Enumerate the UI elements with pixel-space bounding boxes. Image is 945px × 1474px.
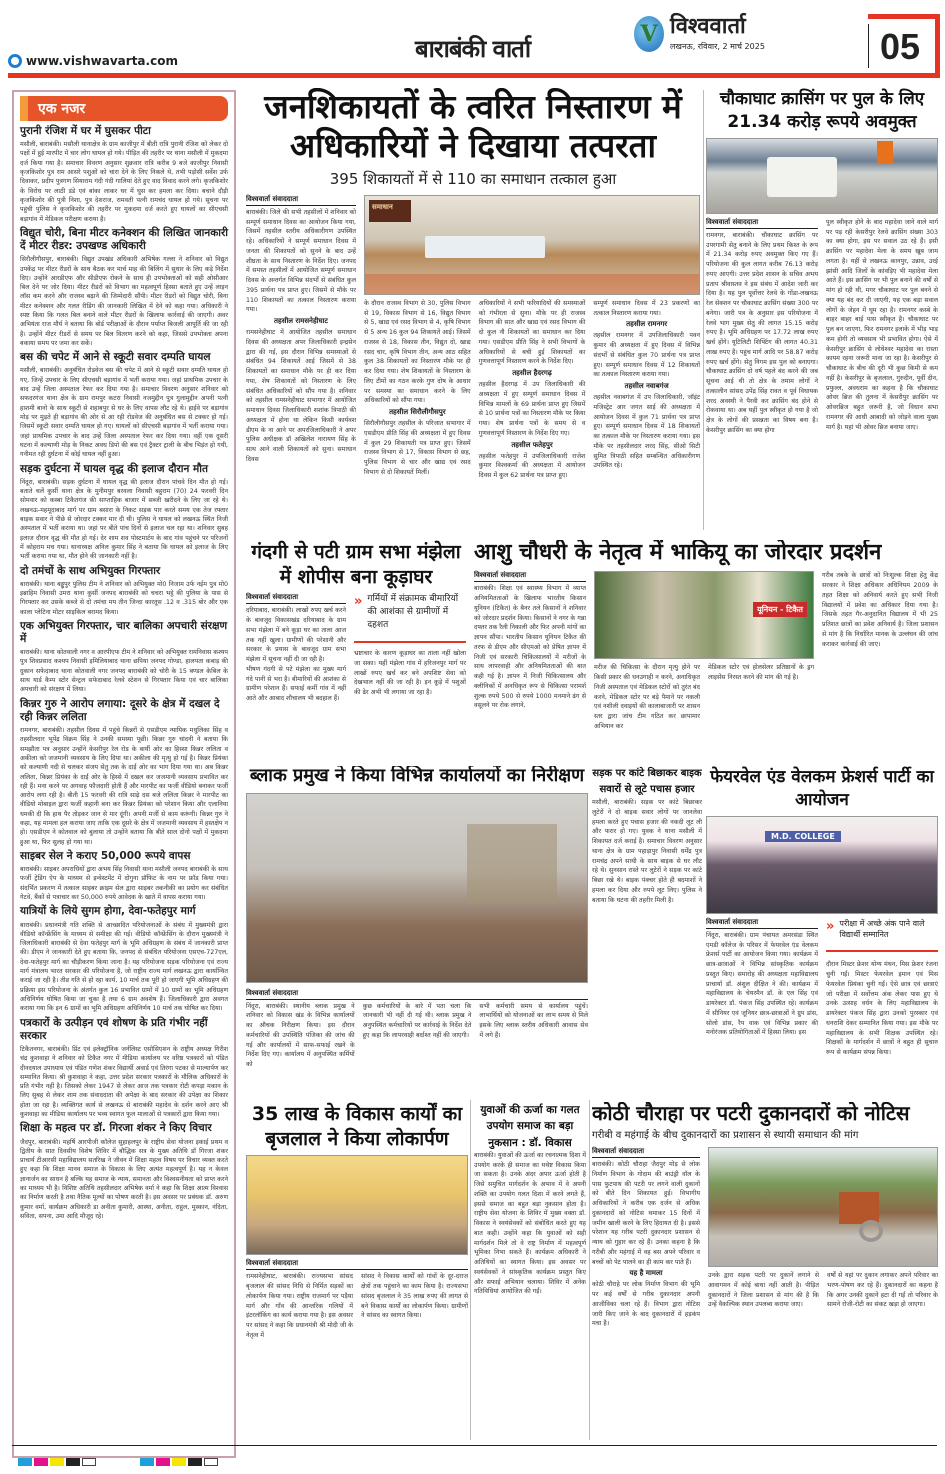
brief	[20, 463, 228, 562]
bhakiyu-headline: आशु चौधरी के नेतृत्व में भाकियू का जोरदार प्रदर्शन	[474, 540, 882, 565]
kothi-col1: बाराबंकी। कोठी चौराहा जैदपुर मोड़ से लोक निर्माण विभाग के गोदाम की बाउंड्री वॉल के पास फुटपाथ की पटरी पर लगने वाली दुकानों को बीते दिन शिकायत हुई। विभागीय अधिकारियों ने करीब एक दर्जन से अधिक दुकानदारों को नोटिस थमाकर 15 दिनों में जमीन खाली करने के लिए हिदायत दी है। इससे परेशान यह गरीब पटरी दुकानदार प्रशासन से न्याय को गुहार कर रहे हैं। उनका कहना है कि गरीबी और महंगाई में वह बस अपने परिवार व बच्चों को पेट पालने का ही काम कर पाते हैं।	[592, 1161, 700, 1266]
byline: विश्ववार्ता संवाददाता	[706, 918, 818, 929]
farewell-col1: निंदूरा, बाराबंकी। ग्राम पंचायत अमरसंडा स्थित एमडी कॉलेज के परिसर में फेयरवेल एंड वेलकम फ्रेशर्स पार्टी का आयोजन किया गया। कार्यक्रम में छात्र-छात्राओं ने विभिन्न सांस्कृतिक कार्यक्रम प्रस्तुत किए। समारोह की अध्यक्षता महाविद्यालय प्राचार्या डॉ. अंशुल दीक्षित ने की। कार्यक्रम में महाविद्यालय के चेयरमैन डॉ. के एल सिंह एवं डायरेक्टर डॉ. पंकज सिंह उपस्थित रहे। कार्यक्रम में सीनियर एवं जूनियर छात्र-छात्राओं ने ग्रुप डांस, सोलो डांस, रैप वाक एवं विभिन्न प्रकार की मनोरंजक प्रतियोगिताओं में हिस्सा लिया। इस	[706, 931, 818, 1037]
brief-body: बाराबंकी। साइबर अपराधियों द्वारा अभय सिंह निवासी थाना मसौली जनपद बाराबंकी के साथ फर्जी ट्रेडिंग ऐप के माध्यम से इन्वेस्टमेंट में दोगुना प्रॉफिट के नाम पर फ्रॉड किया गया। संदर्भित प्रकरण में तत्काल साइबर क्राइम सेल द्वारा साइबर तकनीकी का प्रयोग कर संबंधित गेटवे, बैंकों से पत्राचार कर 50,000 रुपये आवेदक के खाते में वापस कराया गया।	[20, 866, 228, 902]
brief	[20, 1017, 228, 1120]
table-shape	[425, 236, 545, 258]
lead-sub3: तहसील हैदरगढ़	[512, 369, 552, 378]
college-photo	[706, 816, 938, 914]
lead-photo	[364, 195, 700, 295]
bike-loot-body: मसौली, बाराबंकी। सड़क पर कांटे बिछाकर लुटेरों ने दो बाइक सवार लोगों पर जानलेवा हमला करते हुए पचास हजार की नकदी लूट ली और फरार हो गए। युवक ने थाना मसौली में शिकायत दर्ज कराई है। समाचार विवरण अनुसार थाना क्षेत्र के ग्राम पहाड़ापुर निवासी धर्मेंद्र पुत्र रामचंद्र अपने साथी के साथ बाइक से घर लौट रहे थे। सुनसान रास्ते पर लुटेरों ने सड़क पर कांटे बिछा रखे थे। बाइक पंक्चर होते ही बदमाशों ने हमला कर दिया और रुपये लूट लिए। पुलिस ने बताया कि घटना की तहरीर मिली है।	[592, 799, 702, 904]
column-divider	[703, 90, 704, 530]
crossing-photo	[706, 138, 938, 214]
brief-title: विद्युत चोरी, बिना मीटर कनेक्शन की लिखित जानकारी दें मीटर रीडर: उपखण्ड अधिकारी	[20, 226, 229, 253]
yuva-headline: युवाओं की ऊर्जा का गलत उपयोग समाज का बड़ा नुकसान : डॉ. विकास	[480, 1104, 580, 1149]
lokarpan-col1: रामसनेहीघाट, बाराबंकी। राज्यसभा सांसद बृजलाल की सांसद निधि से निर्मित सड़कों का लोकार्पण किया गया। राष्ट्रीय राजमार्ग पर पड़ैया मार्ग और गाँव की आन्तरिक गलियों में इंटरलॉकिंग का कार्य कराया गया है। इस अवसर पर सांसद ने कहा कि प्रधानमंत्री श्री मोदी जी के नेतृत्व में	[246, 1273, 353, 1339]
brief-title: शिक्षा के महत्व पर डॉ. गिरजा शंकर ने किए विचार	[20, 1122, 212, 1135]
lead-col2b: सिरौलीगौसपुर तहसील के परिजात सभागार में एसडीएम प्रीति सिंह की अध्यक्षता में हुए दिवस में कुल 29 शिकायती पत्र प्राप्त हुए। जिसमें राजस्व विभाग से 17, विकास विभाग से छह, पुलिस विभाग से चार और खाद्य एवं रसद विभाग से दो शिकायतें मिलीं।	[364, 420, 471, 476]
bhakiyu-col4: गरीब तबके के छात्रों को निःशुल्क शिक्षा हेतु केंद्र सरकार ने शिक्षा अधिकार अधिनियम 2009 के तहत शिक्षा को अनिवार्य करते हुए सभी निजी विद्यालयों में प्रवेश का अधिकार दिया गया है। जिसके तहत गैर-अनुदानित विद्यालय में भी 25 प्रतिशत छात्रों का प्रवेश अनिवार्य है। जिला प्रशासन से मांग है कि निर्धारित मानक के उल्लंघन की जांच कराकर कार्रवाई की जाए।	[822, 572, 938, 648]
chaukaghat-col2: पुल स्वीकृत होने के बाद महादेवा जाने वाले मार्ग पर पड़ रही केसरीपुर रेलवे क्रासिंग संख्या 303 का क्या होगा, इस पर सवाल उठ रहे हैं। इसी क्रासिंग पर महादेवा मेला के समय खूब जाम लगता है। यहीं से लखनऊ कानपुर, उन्नाव, उरई झांसी आदि जिलों के कांवड़िए भी महादेवा मेला आते हैं। इस क्रासिंग पर भी पुल बनाने की वर्षों से मांग हो रही थी, मगर चौकाघाट पर पुल बनने से क्या यह बंद कर दी जाएगी, यह एक बड़ा सवाल लोगों के जेहन में घूम रहा है। रामनगर कस्बे के बाहर बाहर बाई पास स्वीकृत है। चौकाघाट पर पुल बन जाएगा, फिर रामनगर इलाके में भीड़ भाड़ कम होगी तो व्यवसाय भी प्रभावित होगा। ऐसे में केसरीपुर क्रासिंग से लोधेश्वर महादेवा का रास्ता कायम रहना जरूरी माना जा रहा है। केसरीपुर से चौकाघाट के बीच की दूरी भी कुछ किमी से कम नहीं है। केसरीपुर के बृजलाल, गुरुदीन, पूर्वी दीन, प्रफुल्ल, अवधराम का कहना है कि चौकाघाट ओवर ब्रिज की तुलना में केसरीपुर क्रासिंग पर ओवरब्रिज बहुत जरूरी है, जो विधान सभा रामनगर की आधी आबादी को जोड़ने वाला मुख्य मार्ग है। यहां भी ओवर ब्रिज बनाया जाए।	[826, 218, 938, 431]
kothi-col2: उनके द्वारा सड़क पटरी पर दुकानें लगाने से आवागमन में कोई बाधा नहीं आती है। पीड़ित दुकानदारों ने जिला प्रशासन से मांग की है कि उन्हें वैकल्पिक स्थान उपलब्ध कराया जाए।	[708, 1272, 819, 1309]
bike-loot-headline: सड़क पर कांटे बिछाकर बाइक सवारों से लूटे पचास हजार	[592, 768, 702, 795]
lead-col1: बाराबंकी। जिले की सभी तहसीलों में शनिवार को सम्पूर्ण समाधान दिवस का आयोजन किया गया, जिसमें तहसील स्तरीय अधिकारीगण उपस्थित रहे। अधिकारियों ने सम्पूर्ण समाधान दिवस में जनता की शिकायतों को सुनने के बाद उन्हें शीघ्रता के साथ निस्तारण के निर्देश दिए। जनपद में समस्त तहसीलों में आयोजित सम्पूर्ण समाधान दिवस के अन्तर्गत विभिन्न संदर्भों से संबंधित कुल 395 प्रार्थना पत्र प्राप्त हुए। जिसमें से मौके पर 110 शिकायतों का तत्काल निस्तारण कराया गया।	[246, 208, 356, 314]
brief-body: जैदपुर, बाराबंकी। महर्षि आरपीजी कॉलेज सुहाहलपुर के राष्ट्रीय सेवा योजना इकाई प्रथम व द्वितीय के सात दिवसीय विशेष शिविर में बौद्धिक सत्र के मुख्य अतिथि डॉ गिरजा शंकर प्राचार्य टीआरसी महाविद्यालय सतरिख ने जीवन में शिक्षा महत्व विषय पर विचार व्यक्त करते हुए कहा कि शिक्षा मानव समाज के विकास के लिए अत्यंत महत्वपूर्ण है। यह न केवल ज्ञानार्जन का साधन है बल्कि यह समाज के न्याय, समानता और विश्वसनीयता को प्राप्त करने का माध्यम भी है। विशिष्ट अतिथि तहसीलदार अभिषेक वर्मा ने कहा कि शिक्षा आत्म विश्वास का निर्माण करती है तथा नैतिक मूल्यों का पोषण करती है। इस अवसर पर प्रबंधक डॉ. अरुण कुमार वर्मा, कार्यक्रम अधिकारी डा अनीता कुमारी, आस्था, अनीता, राहुल, मुस्कान, नंदिता, सविता, सपना, उमा आदि मौजूद रहे।	[20, 1138, 228, 1220]
yellow-swatch	[50, 1458, 64, 1466]
tyre-shape	[859, 1220, 883, 1242]
brief	[20, 620, 228, 695]
yuva-body: बाराबंकी। युवाओं की ऊर्जा का रचनात्मक दिशा में उपयोग करके ही समाज का यथेष्ट विकास किया जा सकता है। उनके अंदर अपार ऊर्जा होती है जिसे समुचित मार्गदर्शन के अभाव में वे अपनी शक्ति का उपयोग गलत दिशा में करने लगते हैं, इससे समाज का बहुत बड़ा नुकसान होता है। राष्ट्रीय सेवा योजना के शिविर में मुख्य वक्ता डॉ. विकास ने स्वयंसेवकों को संबोधित करते हुए यह बात कही। उन्होंने कहा कि युवाओं को सही मार्गदर्शन मिले तो वे राष्ट्र निर्माण में महत्वपूर्ण भूमिका निभा सकते हैं। कार्यक्रम अधिकारी ने अतिथियों का स्वागत किया। इस अवसर पर स्वयंसेवकों ने सांस्कृतिक कार्यक्रम प्रस्तुत किए और सफाई अभियान चलाया। शिविर में अनेक गतिविधियां आयोजित की गईं।	[474, 1151, 586, 1296]
farewell-pullquote	[826, 918, 938, 952]
black-swatch	[188, 1458, 202, 1466]
gandagi-headline: गंदगी से पटी ग्राम सभा मंझेला में शोपीस बना कूड़ाघर	[251, 541, 461, 588]
lokarpan-photo	[246, 1155, 468, 1255]
gandagi-pullquote	[354, 593, 466, 643]
brief	[20, 227, 228, 348]
byline: विश्ववार्ता संवाददाता	[246, 593, 346, 604]
lead-col4: सम्पूर्ण समाधान दिवस में 23 प्रकरणों का तत्काल निस्तारण कराया गया।	[593, 299, 700, 317]
brief-body: मसौली, बाराबंकी। मसौली थानाक्षेत्र के ग्राम काजीपुर में बीती रात्रि पुरानी रंजिश को लेकर दो पक्षों में हुई मारपीट में चार लोग घायल हो गये। पीड़ित की तहरीर पर थाना मसौली में मुकदमा दर्ज किया गया है। समाचार विवरण अनुसार शुक्रवार रात्रि करीब 9 बजे काजीपुर निवासी कृजकिशोर पुत्र राम आसरे पशुओं को चारा देने के लिए निकले थे, तभी पड़ोसी सर्वेश उर्फ दिवाकर, प्रदीप पुत्रगण सियाराम गंदी गंदी गालियां देते हुए वाद विवाद करने लगे। कृजकिशोर के विरोध पर लाठी डंडे एवं बांका लाकर घर में घुस कर हमला कर दिया। बचाने दौड़ी कृजकिशोर की पुत्री निशा, पुत्र देशराज, रामवती पत्नी रामचंद घायल हो गये। सूचना पर पहुंची पुलिस ने कृजकिशोर की तहरीर पर मुकदमा दर्ज करते हुए घायलों का सीएचसी बड़ागांव में मेडिकल परीक्षण कराया है।	[20, 141, 228, 223]
byline: विश्ववार्ता संवाददाता	[474, 571, 586, 582]
masthead-rule	[8, 73, 940, 78]
column-divider	[470, 1100, 471, 1440]
lead-sub1: तहसील रामसनेहीघाट	[274, 317, 328, 326]
desk-shape	[365, 274, 699, 294]
yellow-swatch	[172, 1458, 186, 1466]
bottom-rule	[12, 1445, 937, 1446]
kothi-headline: कोठी चौराहा पर पटरी दुकानदारों को नोटिस	[592, 1102, 910, 1125]
dateline: लखनऊ, रविवार, 2 मार्च 2025	[670, 42, 765, 51]
brief	[20, 698, 228, 847]
column-divider	[589, 1100, 590, 1440]
brief-title: यात्रियों के लिये सुगम होगा, देवा-फतेहपुर मार्ग	[20, 905, 196, 918]
bike-loot-article	[592, 766, 702, 1086]
lead-sub4: तहसील रामनगर	[626, 320, 668, 329]
page-number: 05	[880, 26, 921, 67]
chaukaghat-article	[706, 88, 938, 533]
brief-title: किन्नर गुरु ने आरोप लगाया: दूसरे के क्षेत्र में दखल दे रही किन्नर ललिता	[20, 697, 220, 723]
brief-body: रामनगर, बाराबंकी। तहसील दिवस में पहुंचे किन्नरों से एसडीएम न्यायिक मधुलिका सिंह व तहसीलदार भूपेंद्र विक्रम सिंह ने उनकी समस्या पूछी। किन्नर गुरु चांदनी ने बताया कि समझौता पत्र अनुसार उन्होंने केसरीपुर रेल रोड के बायीं ओर का हिस्सा किन्नर ललिता व अकीला को जजमानी व्यवसाय के लिए दिया था। अकीला की मृत्यु हो गई है। किन्नर प्रियंका को कल्याणी नदी से चलकर संजय सेतु तक के दाईं ओर का भाग दिया गया था। अब किन्नर ललिता, किन्नर प्रियंका के दाईं ओर के हिस्से में दखल कर जजमानी व्यवसाय प्रभावित कर रही हैं। मना करने पर अगवाह फौजदारी होती हैं और मारपीट का फर्जी वीडियो बनाकर फर्जी आरोप लगा रही है। बीती 15 फरवरी की रात्रि साढ़े दस बजे ललिता किन्नर ने मारपीट का वीडियो मोबाइल द्वारा फर्जी कहानी बना कर किन्नर प्रियंका को परेशान किया और एलानिया धमकी दी कि हाथ पैर तोड़कर जान से मार दूंगी। अपनी मर्जी से काम करूंगी। किन्नर गुरु ने कहा, यह मामला हल कराया जाए ताकि एक दूसरे के क्षेत्र में जजमानी व्यवसाय में हस्तक्षेप न हो। एसडीएम ने कोतवाल को बुलाया तो उन्होंने बताया कि बीते साल दोनो पक्षों में मुकदमा हुआ था, फिर सुलह हो गया था।	[20, 726, 228, 846]
kothi-sub: यह है मामला	[629, 1269, 663, 1278]
lead-col4b: तहसील रामनगर में उपजिलाधिकारी पवन कुमार की अध्यक्षता में हुए दिवस में विभिन्न संदर्भों से संबंधित कुल 70 प्रार्थना पत्र प्राप्त हुए। सम्पूर्ण समाधान दिवस में 12 शिकायतों का तत्काल निस्तारण कराया गया।	[593, 332, 700, 379]
bhakiyu-col2: मरीज की चिकित्सा के दौरान मृत्यु होने पर किसी प्रकार की धनउगाही न करने, अनाधिकृत निजी अस्पताल एवं मेडिकल स्टोरों को तुरंत बंद करने, मेडिकल स्टोर पर बड़े पैमाने पर नकली एवं नशीली दवाइयों की कालाबाजारी पर शासन स्तर द्वारा जांच टीम गठित कर छापामार अभियान कर	[594, 664, 700, 730]
pullquote-text: परीक्षा में अच्छे अंक पाने वाले विद्यार्थी सम्मानित	[839, 918, 925, 940]
cmyk-registration-marks	[140, 1458, 218, 1466]
quote-chevron-icon: »	[826, 918, 835, 934]
lokarpan-headline: 35 लाख के विकास कार्यों का बृजलाल ने किया लोकार्पण	[251, 1103, 463, 1150]
block-col3: सभी कर्मचारी समय से कार्यालय पहुंचें। लाभार्थियों को योजनाओं का लाभ समय से मिले इसके लिए ब्लाक स्तरीय अधिकारी आवास सेव में लगे हैं।	[479, 1002, 588, 1039]
kothi-col3: वर्षों से यहां पर दुकान लगाकर अपने परिवार का भरण-पोषण कर रहे हैं। दुकानदारों का कहना है कि अगर उनकी दुकानें हटा दी गईं तो परिवार के सामने रोजी-रोटी का संकट खड़ा हो जाएगा।	[827, 1272, 938, 1309]
brief-body: मसौली, बाराबंकी। अनुबंधित रोडवेज बस की चपेट में आने से स्कूटी सवार दम्पति घायल हो गए, जिन्हें उपचार के लिए सीएचसी बड़ागांव में भर्ती कराया गया। जहां प्राथमिक उपचार के बाद उन्हें जिला अस्पताल रेफर कर दिया गया है। समाचार विवरण अनुसार शनिवार को सफदरगंज थाना क्षेत्र के ग्राम रामपुर कटरा निवासी नजमुद्दीन पुत्र गुलामुद्दीन अपनी पत्नी हाशमी बानो के साथ स्कूटी से शहाबपुर से घर के लिए वापस लौट रहे थे। हाईवे पर बड़ागांव मोड़ पर मुड़ते ही बड़ागांव की ओर से आ रही रोडवेज की अनुबंधित बस से टक्कर हो गई। जिसमें स्कूटी सवार दम्पति घायल हो गए। घायलों को सीएचसी बड़ागांव में भर्ती कराया गया। जहां प्राथमिक उपचार के बाद उन्हें जिला अस्पताल रेफर कर दिया गया। वहीं एक दूसरी घटना में कल्याणी मोड़ के निकट अवध डिपो की बस एवं ट्रैक्टर ट्राली के बीच भिड़ंत हो गयी, गनीमत रही दुर्घटना में कोई घायल नहीं हुआ।	[20, 367, 228, 459]
samadhan-banner: समाधान	[369, 200, 411, 222]
kothi-col1b: कोठी चौराहे पर लोक निर्माण विभाग की भूमि पर कई वर्षों से गरीब दुकानदार अपनी आजीविका चला रहे हैं। विभाग द्वारा नोटिस जारी किए जाने के बाद दुकानदारों में हड़कंप मचा है।	[592, 1281, 700, 1328]
magenta-swatch	[156, 1458, 170, 1466]
byline: विश्ववार्ता संवाददाता	[592, 1147, 700, 1158]
lead-sub4c: तहसील नवाबगंज	[624, 382, 669, 391]
gandagi-col3: भीषण गंदगी से पटे मंझेला का मुख्य मार्ग गंदे पानी से भरा है। बीमारियों की आशंका से ग्रामीण परेशान हैं। सफाई कर्मी गांव में नहीं आते और आबाद शौचालय भी बदहाल हैं।	[246, 665, 346, 703]
block-col1: निंदूरा, बाराबंकी। स्थानीय ब्लाक प्रमुख ने शनिवार को विकास खंड के विभिन्न कार्यालयों का औचक निरीक्षण किया। इस दौरान कर्मचारियों की उपस्थिति पंजिका की जांच की गई और कार्यालयों में साफ-सफाई रखने के निर्देश दिए गए। कार्यालय में अनुपस्थित कर्मियों को	[246, 1002, 355, 1069]
brief-body: बाराबंकी। थाना बड्डूपुर पुलिस टीम ने शनिवार को अभियुक्त मो0 निजाम उर्फ नईम पुत्र मो0 इब्राहिम निवासी उमरा थाना कुर्सी जनपद बाराबंकी को चचरा भट्ठे की पुलिया के पास से गिरफ्तार कर उसके कब्जे से दो तमंचा मय तीन जिन्दा कारतूस .12 व .315 बोर और एक काला प्लेटिना मोटर साइकिल बरामद किया।	[20, 580, 228, 616]
byline: विश्ववार्ता संवाददाता	[246, 1259, 468, 1270]
gandagi-article	[246, 540, 466, 760]
globe-v-logo-icon: V	[634, 16, 664, 52]
lead-col4c: तहसील नवाबगंज में उप जिलाधिकारी, जॉइंट मजिस्ट्रेट आर जगत साई की अध्यक्षता में आयोजन दिवस में कुल 71 प्रार्थना पत्र प्राप्त हुए। सम्पूर्ण समाधान दिवस में 18 शिकायतों का तत्काल मौके पर निस्तारण कराया गया। इस मौके पर तहसीलदार शरद सिंह, सीओ सिटी सुमित त्रिपाठी सहित सम्बन्धित अधिकारीगण उपस्थित रहे।	[593, 394, 700, 470]
block-article	[246, 766, 588, 1086]
brief	[20, 125, 228, 224]
kothi-article	[592, 1102, 938, 1442]
farewell-col2: दौरान मिस्टर फ्रेशर योग्य मंथन, मिस फ्रेशर रंजना चुनी गईं। मिस्टर फेयरवेल इमान एवं मिस फेयरवेल प्रियंका चुनी गईं। ऐसे छात्र एवं छात्राएं जो परीक्षा में सर्वोत्तम अंक लेकर पास हुए थे उनके उत्साह वर्धन के लिए महाविद्यालय के डायरेक्टर पंकज सिंह द्वारा उनको पुरस्कार एवं धनराशि देकर सम्मानित किया गया। इस मौके पर महाविद्यालय के सभी शिक्षक उपस्थित रहे। शिक्षकों के मार्गदर्शन में छात्रों ने बहुत ही सुचारु रूप से कार्यक्रम संपन्न किया।	[826, 961, 938, 1056]
flag-shape	[877, 141, 893, 163]
site-url-text: www.vishwavarta.com	[26, 54, 178, 68]
black-swatch	[66, 1458, 80, 1466]
brief	[20, 905, 228, 1013]
registration-crosshair-icon	[204, 1458, 218, 1466]
quote-chevron-icon: »	[354, 594, 363, 610]
lead-col2: के दौरान राजस्व विभाग से 30, पुलिस विभाग से 19, विकास विभाग से 16, विद्युत विभाग से 5, खाद्य एवं रसद विभाग से 4, कृषि विभाग से 5 अन्य 16 कुल 94 शिकायतें आई। जिसमें राजस्व से 18, विकास तीन, विद्युत दो, खाद्य रसद चार, कृषि विभाग तीन, अन्य आठ सहित कुल 38 शिकायतों का निस्तारण मौके पर ही कर दिया गया। शेष शिकायतों के निस्तारण के लिए टीमों का गठन करके गुण दोष के आधार पर समस्या का समाधान करने के लिए अधिकारियों को सौंपा गया।	[364, 299, 471, 405]
brief-title: बस की चपेट में आने से स्कूटी सवार दम्पति घायल	[20, 351, 211, 364]
brief-title: पत्रकारों के उत्पीड़न एवं शोषण के प्रति गंभीर नहीं सरकार	[20, 1016, 208, 1042]
bhakiyu-col3: मेडिकल स्टोर एवं होलसेलर प्रतिष्ठानों के ड्रग लाइसेंस निरस्त करने की मांग की गई है।	[708, 664, 814, 682]
byline: विश्ववार्ता संवाददाता	[246, 195, 356, 206]
lead-col1b: रामसनेहीघाट में आयोजित तहसील समाधान दिवस की अध्यक्षता अपर जिलाधिकारी इन्द्रसेन द्वारा की गई, इस दौरान विभिन्न समस्याओं से संबंधित 94 शिकायतें आई जिसमें से 38 शिकायतों का समाधान मौके पर ही कर दिया गया, शेष शिकायतों को निस्तारण के लिए संबंधित अधिकारियों को सौंप गया है। शनिवार को तहसील रामसनेहीघाट सभागार में आयोजित समाधान दिवस जिलाधिकारी शशांक त्रिपाठी की अध्यक्षता में होना था लेकिन किसी कार्यवश डीएम के ना आने पर अपरजिलाधिकारी ने अपर पुलिस अधीक्षक डॉ अखिलेश नारायण सिंह के साथ आने वाली शिकायतों को सुना। समाधान दिवस	[246, 329, 356, 463]
lead-headline: जनशिकायतों के त्वरित निस्तारण में अधिकारियों ने दिखाया तत्परता	[264, 88, 682, 165]
lead-subhead: 395 शिकायतों में से 110 का समाधान तत्काल हुआ	[329, 169, 617, 188]
lokarpan-article	[246, 1102, 468, 1442]
farewell-article	[706, 766, 938, 1096]
ek-nazar-sidebar	[12, 90, 236, 1458]
ek-nazar-label: एक नजर	[20, 96, 228, 121]
magenta-swatch	[34, 1458, 48, 1466]
college-banner: M.D. COLLEGE	[765, 831, 841, 842]
gandagi-col2: भ्रष्टाचार के कारण कूड़ाघर का ताला नहीं खोला जा सका। यहीं मंझेला गांव में हरिजनपुर मार्ग पर लाखों रुपए खर्च कर बने अपशिष्ट सेवा को देखभाल नहीं की जा रही है। इन कूड़े में पशुओं की ढेर अभी भी लगाया जा रहा है।	[354, 650, 466, 697]
byline: विश्ववार्ता संवाददाता	[706, 218, 818, 229]
cyan-swatch	[18, 1458, 32, 1466]
inspection-photo	[246, 793, 588, 983]
brief-body: बाराबंकी। थाना कोतवाली नगर व आरपीएफ टीम ने शनिवार को अभियुक्त रामनिवास कश्यप पुत्र शिवप्रसाद कश्यप निवासी इमिलियाबाद थाना छपिया जनपद गोण्डा, हालपता कबाड़ की दुकान सफेदाबाद थाना कोतवाली नगर जनपद बाराबंकी को चोरी के 15 बण्डल केबिल के साथ यार्ड कैम्प स्टोर सेन्ट्रल सफेदाबाद रेलवे स्टेशन से गिरफ्तार किया एवं चार बालिका अपचारी को संरक्षण में लिया।	[20, 649, 228, 694]
brand	[634, 16, 765, 52]
brief-title: सड़क दुर्घटना में घायल वृद्ध की इलाज दौरान मौत	[20, 462, 208, 475]
brief	[20, 1122, 228, 1221]
chaukaghat-col1: रामनगर, बाराबंकी। चौकाघाट क्रासिंग पर उपरगामी सेतु बनाने के लिए प्रथम किश्त के रूप में 21.34 करोड़ रुपए अवमुक्त किए गए हैं। परियोजना की कुल लागत करीब 76.13 करोड़ रुपए आएगी। उत्तर प्रदेश शासन के सचिव अभय प्रताप श्रीवास्तव ने इस संबंध में आदेश जारी कर दिया है। यह पुल पूर्वोत्तर रेलवे के गोंडा-लखनऊ रेल सेक्शन पर चौकाघाट क्रासिंग संख्या 300 पर बनेगा। जारी पत्र के अनुसार इस परियोजना में रेलवे भाग मुख्य सेतु की लागत 15.15 करोड़ रुपए है। भूमि अधिग्रहण पर 17.72 लाख रुपए खर्च होंगे। यूटिलिटी शिफ्टिंग की लागत 40.31 लाख रुपए है। पहुंच मार्ग आदि पर 58.87 करोड़ रुपए खर्च होंगे। सेतु निगम इस पुल को बनाएगा। चौकाघाट क्रासिंग दो वर्ष पहले बंद करने की जब सूचना आई थी तो क्षेत्र के तमाम लोगों ने तत्कालीन सांसद उपेंद्र सिंह रावत व पूर्व विधायक शरद अवस्थी ने पैरवी कर क्रासिंग बंद होने से रोकवाया था। अब यहीं पुल स्वीकृत हो गया है जो क्षेत्र के लोगों की प्रसन्नता का विषय बना है। केसरीपुर क्रासिंग का क्या होगा	[706, 231, 818, 434]
brief-body: टिकैतनगर, बाराबंकी। प्रिंट एवं इलेक्ट्रॉनिक जर्नलिस्ट एसोसिएशन के राष्ट्रीय अध्यक्ष गिरीश चंद्र कुशवाहा ने शनिवार को टिकैत नगर में मीडिया कार्यालय पर वरिष्ठ पत्रकारों को पंडित दीनदयाल उपाध्याय एवं पंडित गणेश शंकर विद्यार्थी अवार्ड एवं तिरंगा पटका से माल्यार्पण कर सम्मानित किया। श्री कुशवाहा ने कहा, उत्तर प्रदेश सरकार पत्रकारों के मौलिक अधिकारों के प्रति गंभीर नहीं है। जिसको लेकर 1947 से लेकर आज तक पत्रकार रोटी कपड़ा मकान के लिए सुबह से लेकर शाम तक संवाददाता की अपेक्षा के बाद सरकार की उपेक्षा का शिकार होता जा रहा है। व्यक्तिगत कार्य से लखनऊ से बाराबंकी महादेव के दर्शन करने आए श्री कुशवाहा का मीडिया कार्यालय पर भव्य स्वागत फूल मालाओं से पत्रकारों द्वारा किया गया।	[20, 1045, 228, 1119]
brand-name: विश्ववार्ता	[670, 14, 746, 39]
yuva-article	[474, 1102, 586, 1442]
bhakiyu-col1: बाराबंकी। शिक्षा एवं स्वास्थ्य विभाग में व्याप्त अनियमितताओं के खिलाफ भारतीय किसान यूनियन (टिकैत) के बैनर तले किसानों ने शनिवार को जोरदार प्रदर्शन किया। किसानों ने नगर के गन्ना दफ्तर तक रैली निकाली और फिर अपनी मांगों का ज्ञापन सौंपा। भारतीय किसान यूनियन टिकैत की तरफ से डीएम और सीएमओ को प्रेषित ज्ञापन में निजी एवं सरकारी चिकित्सालयों में मरीजों के साथ लापरवाही और अनियमितताओं की बात कही गई है। ज्ञापन में निजी चिकित्सालय और क्लीनिकों में अनधिकृत रूप से चिकित्सा परामर्श शुल्क रुपये 500 से रुपये 1000 मनमाने ढंग से वसूलने पर रोक लगाने,	[474, 585, 586, 710]
lead-col3c: तहसील फतेहपुर में उपजिलाधिकारी राजेश कुमार विश्वकर्मा की अध्यक्षता में आयोजन दिवस में कुल 62 प्रार्थना पत्र प्राप्त हुए।	[478, 452, 586, 480]
vehicle-shape	[767, 157, 837, 197]
brief-body: बाराबंकी। प्रधानमंत्री गति शक्ति से आच्छादित परियोजनाओं के संबंध में मुख्यमंत्री द्वारा वीडियो कॉन्फ्रेंसिंग के माध्यम से समीक्षा की गई। वीडियो कॉन्फ्रेंसिंग के दौरान मुख्यमंत्री ने जिलाधिकारी बाराबंकी से देवा फतेहपुर मार्ग के भूमि अधिग्रहण के संबंध में जानकारी प्राप्त की। डीएम ने जानकारी देते हुए बताया कि, जनपद से संबंधित परियोजना एसएच-727एल, देवा-फतेहपुर मार्ग का चौड़ीकरण किया जाना है। यह परियोजना सड़क परियोजना एवं राज्य मार्ग मंत्रालय भारत सरकार की परियोजना है, जो राष्ट्रीय राज्य मार्ग लखनऊ द्वारा कार्यान्वित कराई जा रही है। तीव्र गति से हो रहा कार्य, 10 मार्च तक पूरी हो जाएगी भूमि अधिग्रहण की प्रक्रिया इस परियोजना के अंतर्गत कुल 16 प्रभावित ग्रामों में 10 ग्रामों का भूमि अधिग्रहण अधिनिर्णय घोषित किया जा चुका है तथा 6 ग्राम अवशेष हैं। जिलाधिकारी द्वारा अवगत कराया गया कि इन 6 ग्रामों का भूमि अधिग्रहण अधिनिर्णय 10 मार्च तक घोषित कर दिया।	[20, 921, 228, 1013]
brief-body: सिरौलीगौसपुर, बाराबंकी। विद्युत उपखंड अधिकारी अभिषेक गल्ला ने शनिवार को विद्युत उपकेंद्र पर मीटर रीडरों के साथ बैठक कर मार्च माह की बिलिंग में सुधार के लिए कड़े निर्देश दिए। उन्होंने आरडीएफ और सीडीएफ रोकने के साथ ही उपभोक्ताओं को सही ओसीआर बिल देने पर जोर दिया। मीटर रीडरों को विभाग का महत्वपूर्ण हिस्सा बताते हुए उन्हें लाइन लॉस कम करने और राजस्व बढ़ाने की जिम्मेदारी सौंपी। मीटर रीडरों को विद्युत चोरी, बिना मीटर कनेक्शन और गलत रीडिंग की जानकारी लिखित में देने को कहा गया। अधिकारी ने स्पष्ट किया कि गलत बिल बनाने वाले मीटर रीडरों के खिलाफ कार्रवाई की जाएगी। अवर अभियंता राज मौर्य ने बताया कि बोर्ड परीक्षाओं के दौरान पर्याप्त बिजली आपूर्ति की जा रही है। उन्होंने मीटर रीडरों से समय पर बिल वितरण करने को कहा, जिससे उपभोक्ता अपना बकाया समय पर जमा कर सकें।	[20, 256, 228, 347]
pullquote-text: गर्मियों में संक्रामक बीमारियों की आशंका से ग्रामीणों में दहशत	[367, 594, 459, 630]
lead-col3: अधिकारियों ने सभी फरियादियों की समस्याओं को गंभीरता से सुना। मौके पर ही राजस्व विभाग की सात और खाद्य एवं रसद विभाग की दो कुल नौ शिकायतों का समाधान कर दिया गया। एसडीएम प्रीति सिंह ने सभी विभागों के अधिकारियों से बची हुई शिकायतों का गुणवत्तापूर्ण निस्तारण करने के निर्देश दिए।	[478, 299, 586, 366]
cmyk-registration-marks	[18, 1458, 96, 1466]
brief	[20, 351, 228, 459]
registration-crosshair-icon	[82, 1458, 96, 1466]
lead-sub3c: तहसील फतेहपुर	[511, 440, 553, 449]
masthead	[0, 0, 945, 80]
farewell-headline: फेयरवेल एंड वेलकम फ्रेशर्स पार्टी का आयोजन	[710, 767, 934, 810]
bhakiyu-article	[474, 540, 938, 760]
cyan-swatch	[140, 1458, 154, 1466]
brief-title: दो तमंचों के साथ अभियुक्त गिरफ्तार	[20, 564, 161, 577]
page-number-separator	[868, 24, 869, 68]
lokarpan-col2: सांसद ने विकास कार्यों को गांवों के दूर-दराज क्षेत्रों तक पहुंचाने का काम किया है। राज्यसभा सांसद बृजलाल ने 35 लाख रुपए की लागत से बने विकास कार्यों का लोकार्पण किया। ग्रामीणों ने सांसद का स्वागत किया।	[361, 1273, 468, 1320]
lead-sub2: तहसील सिरौलीगौसपुर	[389, 408, 446, 417]
protest-photo	[594, 571, 814, 659]
brief-title: एक अभियुक्त गिरफ्तार, चार बालिका अपचारी संरक्षण में	[20, 619, 228, 645]
union-banner: यूनियन - टिकैत	[753, 602, 807, 617]
brief	[20, 565, 228, 617]
section-title: बाराबंकी वार्ता	[414, 35, 531, 63]
doorway-shape	[467, 824, 557, 904]
lead-article	[246, 88, 700, 533]
lead-col3b: तहसील हैदरगढ़ में उप जिलाधिकारी की अध्यक्षता में हुए सम्पूर्ण समाधान दिवस में विभिन्न मामलों के 69 प्रार्थना प्राप्त हुए जिसमें से 10 प्रार्थना पत्रों का निस्तारण मौके पर किया गया। शेष प्रार्थना पत्रों के समय से व गुणवत्तापूर्ण निस्तारण के निर्देश दिए गए।	[478, 381, 586, 437]
block-col2: कुछ कर्मचारियों के बारे में पता चला कि जानकारी भी नहीं दी गई थी। ब्लाक प्रमुख ने अनुपस्थित कर्मचारियों पर कार्रवाई के निर्देश देते हुए कहा कि लापरवाही बर्दाश्त नहीं की जाएगी।	[362, 1002, 472, 1039]
brief-body: निंदूरा, बाराबंकी। सड़क दुर्घटना में घायल वृद्ध की इलाज दौरान पांचवे दिन मौत हो गई। बताते चलें कुर्सी थाना क्षेत्र के मुनीमपुर बरवला निवासी बहुराम (70) 24 फरवरी दिन सोमवार को कस्बा टिकैतगंज की साप्ताहिक बाजार में सब्जी खरीदने के लिए जा रहे थे। लखनऊ-महमूदाबाद मार्ग पर ग्राम बसारा के निकट सड़क पार करते समय एक तेज रफ्तार बाइक सवार ने पीछे से जोरदार टक्कर मार दी थी। पुलिस ने घायल को लखनऊ स्थित निजी अस्पताल में भर्ती कराया था। जहां पर बीते पांच दिनों से इलाज चल रहा था। शनिवार सुबह इलाज दौरान वृद्ध की मौत हो गई। देर शाम शव पोस्टमार्टम के बाद गांव पहुंचने पर परिजनों में कोहराम मच गया। थानाध्यक्ष अनिल कुमार सिंह ने बताया कि घायल को इलाज के लिए भर्ती कराया गया था, मौत होने की जानकारी नहीं है।	[20, 478, 228, 561]
brief-title: पुरानी रंजिश में घर में घुसकर पीटा	[20, 125, 151, 137]
byline: विश्ववार्ता संवाददाता	[246, 989, 588, 1000]
brief-title: साइबर सेल ने कराए 50,000 रूपये वापस	[20, 850, 191, 862]
brief	[20, 850, 228, 902]
gandagi-col1: दरियाबाद, बाराबंकी। लाखों रुपए खर्च करने के बावजूद विकासखंड दरियाबाद के ग्राम सभा मंझेला में बने कूड़ा घर का ताला आज तक नहीं खुला। ग्रामीणों की परेशानी और सरकार के प्रयास के बावजूद ग्राम सभा मंझेला में सूचना नहीं दी जा रही है।	[246, 607, 346, 664]
chaukaghat-headline: चौकाघाट क्रासिंग पर पुल के लिए 21.34 करोड़ रूपये अवमुक्त	[719, 89, 925, 132]
roadside-shops-photo	[708, 1147, 938, 1267]
kothi-subhead: गरीबी व महंगाई के बीच दुकानदारों का प्रशासन से स्थायी समाधान की मांग	[592, 1130, 859, 1141]
block-headline: ब्लाक प्रमुख ने किया विभिन्न कार्यालयों का निरीक्षण	[249, 766, 585, 786]
